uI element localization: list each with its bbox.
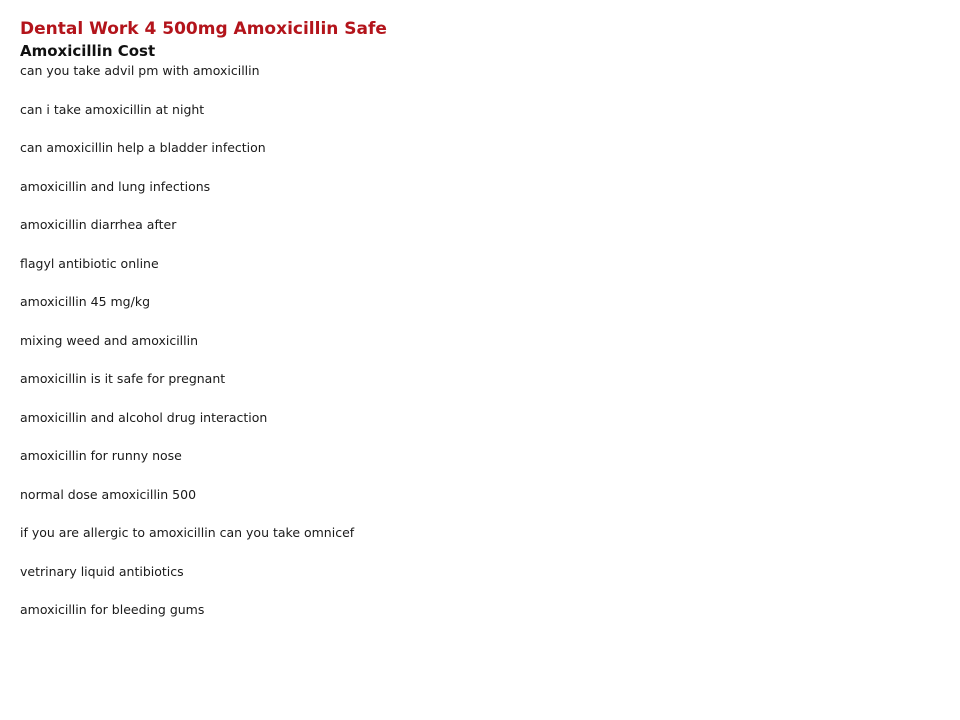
page-title: Dental Work 4 500mg Amoxicillin Safe xyxy=(20,19,387,39)
list-item[interactable] xyxy=(20,411,940,450)
list-item[interactable] xyxy=(20,218,940,257)
list-item[interactable] xyxy=(20,64,940,103)
link-text[interactable]: normal dose amoxicillin 500 xyxy=(20,486,197,502)
link-text[interactable]: vetrinary liquid antibiotics xyxy=(20,563,184,579)
list-item[interactable] xyxy=(20,488,940,527)
list-item[interactable] xyxy=(20,565,940,604)
list-item[interactable] xyxy=(20,103,940,142)
link-text[interactable]: amoxicillin diarrhea after xyxy=(20,217,177,232)
link-text[interactable]: if you are allergic to amoxicillin can you take omnicef xyxy=(20,525,355,540)
list-item[interactable] xyxy=(20,526,940,565)
document-page xyxy=(20,17,940,642)
link-text[interactable]: can amoxicillin help a bladder infection xyxy=(20,140,266,155)
link-text[interactable]: mixing weed and amoxicillin xyxy=(20,332,199,348)
link-text[interactable]: amoxicillin and lung infections xyxy=(20,178,211,194)
link-list xyxy=(20,64,940,642)
link-text[interactable]: can you take advil pm with amoxicillin xyxy=(20,63,260,78)
list-item[interactable] xyxy=(20,372,940,411)
link-text[interactable]: amoxicillin for runny nose xyxy=(20,448,182,463)
list-item[interactable] xyxy=(20,603,940,642)
list-item[interactable] xyxy=(20,295,940,334)
list-item[interactable] xyxy=(20,449,940,488)
link-text[interactable]: amoxicillin 45 mg/kg xyxy=(20,294,151,309)
list-item[interactable] xyxy=(20,180,940,219)
list-item[interactable] xyxy=(20,334,940,373)
list-item[interactable] xyxy=(20,141,940,180)
link-text[interactable]: flagyl antibiotic online xyxy=(20,255,159,271)
link-text[interactable]: amoxicillin and alcohol drug interaction xyxy=(20,409,268,425)
list-item[interactable] xyxy=(20,257,940,296)
page-subtitle: Amoxicillin Cost xyxy=(20,42,156,60)
link-text[interactable]: amoxicillin for bleeding gums xyxy=(20,602,205,617)
link-text[interactable]: amoxicillin is it safe for pregnant xyxy=(20,371,226,386)
link-text[interactable]: can i take amoxicillin at night xyxy=(20,101,205,117)
